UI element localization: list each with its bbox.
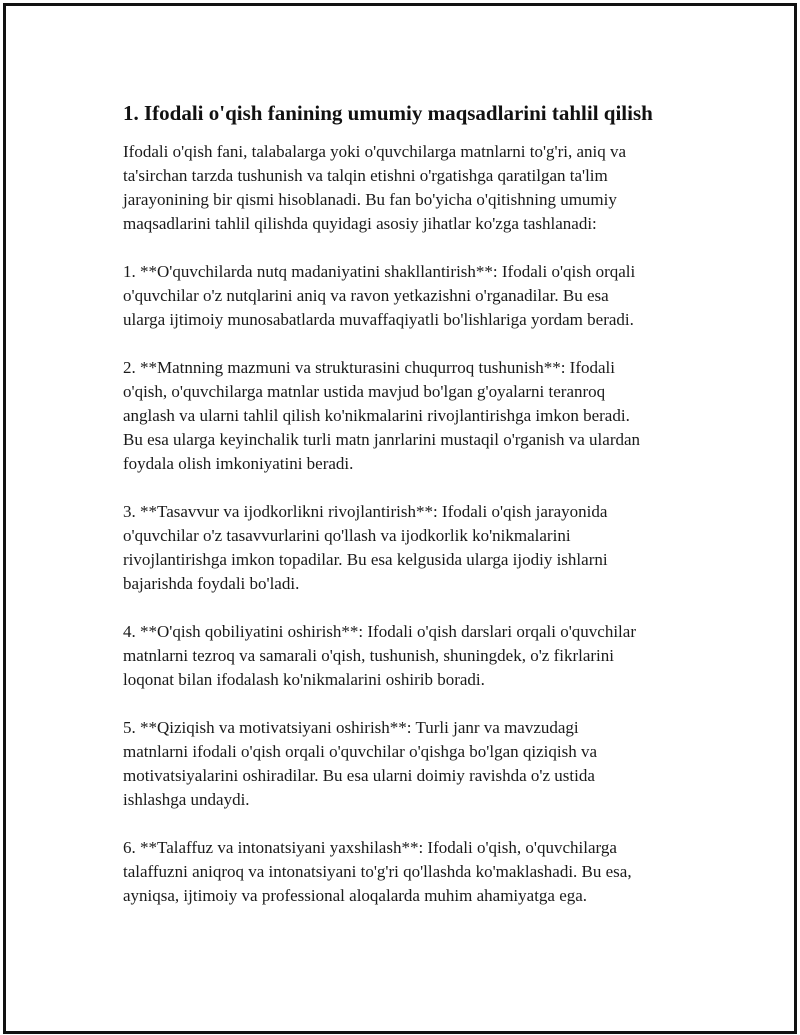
- text-line: ishlashga undaydi.: [123, 790, 250, 809]
- text-line: foydala olish imkoniyatini beradi.: [123, 454, 354, 473]
- text-line: ularga ijtimoiy munosabatlarda muvaffaqiyatli bo'lishlariga yordam beradi.: [123, 310, 634, 329]
- intro-paragraph: [123, 140, 626, 236]
- text-line: o'quvchilar o'z nutqlarini aniq va ravon yetkazishni o'rganadilar. Bu esa: [123, 286, 609, 305]
- text-line: 6. **Talaffuz va intonatsiyani yaxshilash**: Ifodali o'qish, o'quvchilarga: [123, 838, 617, 857]
- document-title: 1. Ifodali o'qish fanining umumiy maqsadlarini tahlil qilish: [123, 101, 653, 125]
- text-line: rivojlantirishga imkon topadilar. Bu esa kelgusida ularga ijodiy ishlarni: [123, 550, 608, 569]
- text-line: 4. **O'qish qobiliyatini oshirish**: Ifodali o'qish darslari orqali o'quvchilar: [123, 622, 636, 641]
- text-line: 3. **Tasavvur va ijodkorlikni rivojlantirish**: Ifodali o'qish jarayonida: [123, 502, 608, 521]
- text-line: o'quvchilar o'z tasavvurlarini qo'llash va ijodkorlik ko'nikmalarini: [123, 526, 571, 545]
- text-line: matnlarni ifodali o'qish orqali o'quvchilar o'qishga bo'lgan qiziqish va: [123, 742, 597, 761]
- list-item-paragraph: [123, 620, 636, 692]
- text-line: bajarishda foydali bo'ladi.: [123, 574, 300, 593]
- text-line: jarayonining bir qismi hisoblanadi. Bu fan bo'yicha o'qitishning umumiy: [123, 190, 617, 209]
- text-line: talaffuzni aniqroq va intonatsiyani to'g'ri qo'llashda ko'maklashadi. Bu esa,: [123, 862, 632, 881]
- text-line: Bu esa ularga keyinchalik turli matn janrlarini mustaqil o'rganish va ulardan: [123, 430, 641, 449]
- list-item-paragraph: [123, 260, 635, 332]
- text-line: ta'sirchan tarzda tushunish va talqin etishni o'rgatishga qaratilgan ta'lim: [123, 166, 608, 185]
- text-line: loqonat bilan ifodalash ko'nikmalarini oshirib boradi.: [123, 670, 485, 689]
- text-line: motivatsiyalarini oshiradilar. Bu esa ularni doimiy ravishda o'z ustida: [123, 766, 595, 785]
- text-line: Ifodali o'qish fani, talabalarga yoki o'quvchilarga matnlarni to'g'ri, aniq va: [123, 142, 627, 161]
- list-item-paragraph: [123, 356, 640, 476]
- text-line: o'qish, o'quvchilarga matnlar ustida mavjud bo'lgan g'oyalarni teranroq: [123, 382, 606, 401]
- document-page: [3, 3, 797, 1034]
- text-line: anglash va ularni tahlil qilish ko'nikmalarini rivojlantirishga imkon beradi.: [123, 406, 630, 425]
- list-item-paragraph: [123, 836, 632, 908]
- text-line: 5. **Qiziqish va motivatsiyani oshirish**: Turli janr va mavzudagi: [123, 718, 579, 737]
- list-item-paragraph: [123, 716, 597, 812]
- list-item-paragraph: [123, 500, 608, 596]
- text-line: ayniqsa, ijtimoiy va professional aloqalarda muhim ahamiyatga ega.: [123, 886, 588, 905]
- text-line: 1. **O'quvchilarda nutq madaniyatini shakllantirish**: Ifodali o'qish orqali: [123, 262, 636, 281]
- text-line: 2. **Matnning mazmuni va strukturasini chuqurroq tushunish**: Ifodali: [123, 358, 615, 377]
- text-line: maqsadlarini tahlil qilishda quyidagi asosiy jihatlar ko'zga tashlanadi:: [123, 214, 597, 233]
- text-line: matnlarni tezroq va samarali o'qish, tushunish, shuningdek, o'z fikrlarini: [123, 646, 614, 665]
